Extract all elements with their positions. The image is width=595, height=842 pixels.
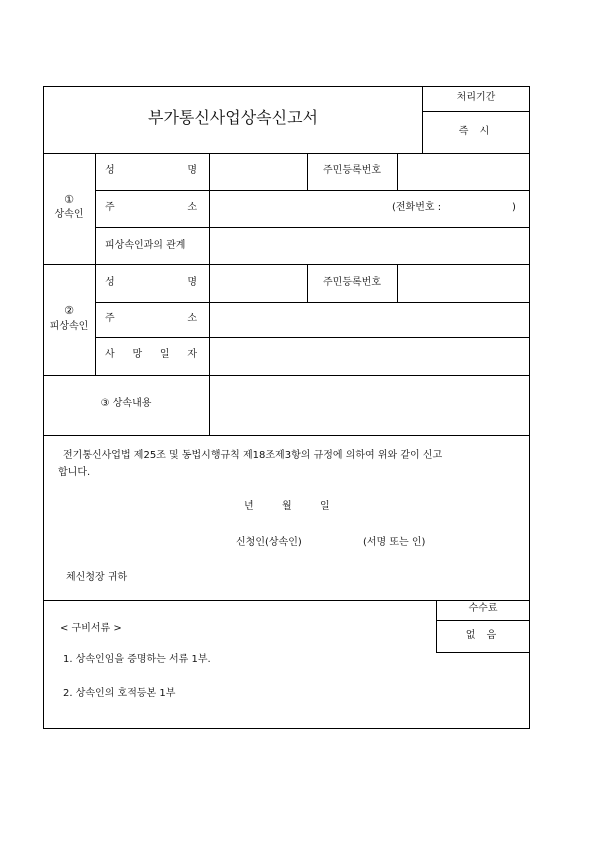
heir-name-label: 성 명 [105,165,197,176]
decedent-resident-no-field[interactable] [400,267,527,299]
declaration-line2: 합니다. [58,467,91,478]
fee-mid [436,620,530,621]
heir-section-label: 상속인 [54,209,84,220]
heir-resident-no-label: 주민등록번호 [323,165,381,176]
applicant-label: 신청인(상속인) [236,537,302,548]
fee-value: 없 음 [465,630,501,641]
heir-phone-close: ) [512,202,516,213]
label-divider [209,153,210,436]
inheritance-bottom [43,435,530,436]
decedent-address-label: 주 소 [105,313,197,324]
dec-resident-divider-left [307,264,308,302]
decedent-name-label: 성 명 [105,277,197,288]
date-month-label: 월 [282,501,292,512]
border-top [43,86,530,87]
title-bottom [43,153,530,154]
heir-resident-divider-right [397,153,398,190]
border-right [529,86,530,729]
decedent-death-date-label: 사 망 일 자 [105,349,197,360]
heir-relation-label: 피상속인과의 관계 [105,240,186,251]
decedent-death-date-field[interactable] [212,340,527,372]
heir-name-field[interactable] [212,157,304,187]
decedent-section-label: 피상속인 [49,321,89,332]
dec-section-bottom [43,375,530,376]
heir-row1-bottom [95,190,530,191]
processing-period-value: 즉 시 [458,126,494,137]
border-bottom [43,728,530,729]
declaration-bottom [43,600,530,601]
fee-label: 수수료 [468,603,498,614]
date-day-label: 일 [320,501,330,512]
heir-resident-no-field[interactable] [400,157,527,187]
fee-divider [436,600,437,652]
heir-phone-label: (전화번호 : [392,202,442,213]
recipient-label: 체신청장 귀하 [66,572,128,583]
title-divider [422,86,423,153]
form-title: 부가통신사업상속신고서 [147,108,319,127]
heir-address-field[interactable] [212,193,527,224]
document-item-1: 1. 상속인임을 증명하는 서류 1부. [63,654,211,665]
dec-resident-divider-right [397,264,398,302]
decedent-name-field[interactable] [212,267,304,299]
decedent-address-field[interactable] [212,305,527,334]
decedent-section-number: ② [64,304,74,317]
border-left [43,86,44,729]
heir-section-number: ① [64,193,74,206]
inheritance-label: ③ 상속내용 [100,398,152,409]
documents-header: < 구비서류 > [60,623,122,634]
heir-resident-divider-left [307,153,308,190]
dec-row2-bottom [95,337,530,338]
heir-relation-field[interactable] [212,230,527,261]
document-item-2: 2. 상속인의 호적등본 1부 [63,688,176,699]
processing-period-label: 처리기간 [456,92,496,103]
fee-bottom [436,652,530,653]
heir-section-bottom [43,264,530,265]
inheritance-content-field[interactable] [212,378,527,433]
heir-row2-bottom [95,227,530,228]
declaration-line1: 전기통신사업법 제25조 및 동법시행규칙 제18조제3항의 규정에 의하여 위와 같이 신고 [63,450,443,461]
dec-row1-bottom [95,302,530,303]
heir-address-label: 주 소 [105,202,197,213]
decedent-resident-no-label: 주민등록번호 [323,277,381,288]
date-year-label: 년 [244,501,254,512]
sign-label: (서명 또는 인) [363,537,426,548]
processing-divider [422,111,530,112]
